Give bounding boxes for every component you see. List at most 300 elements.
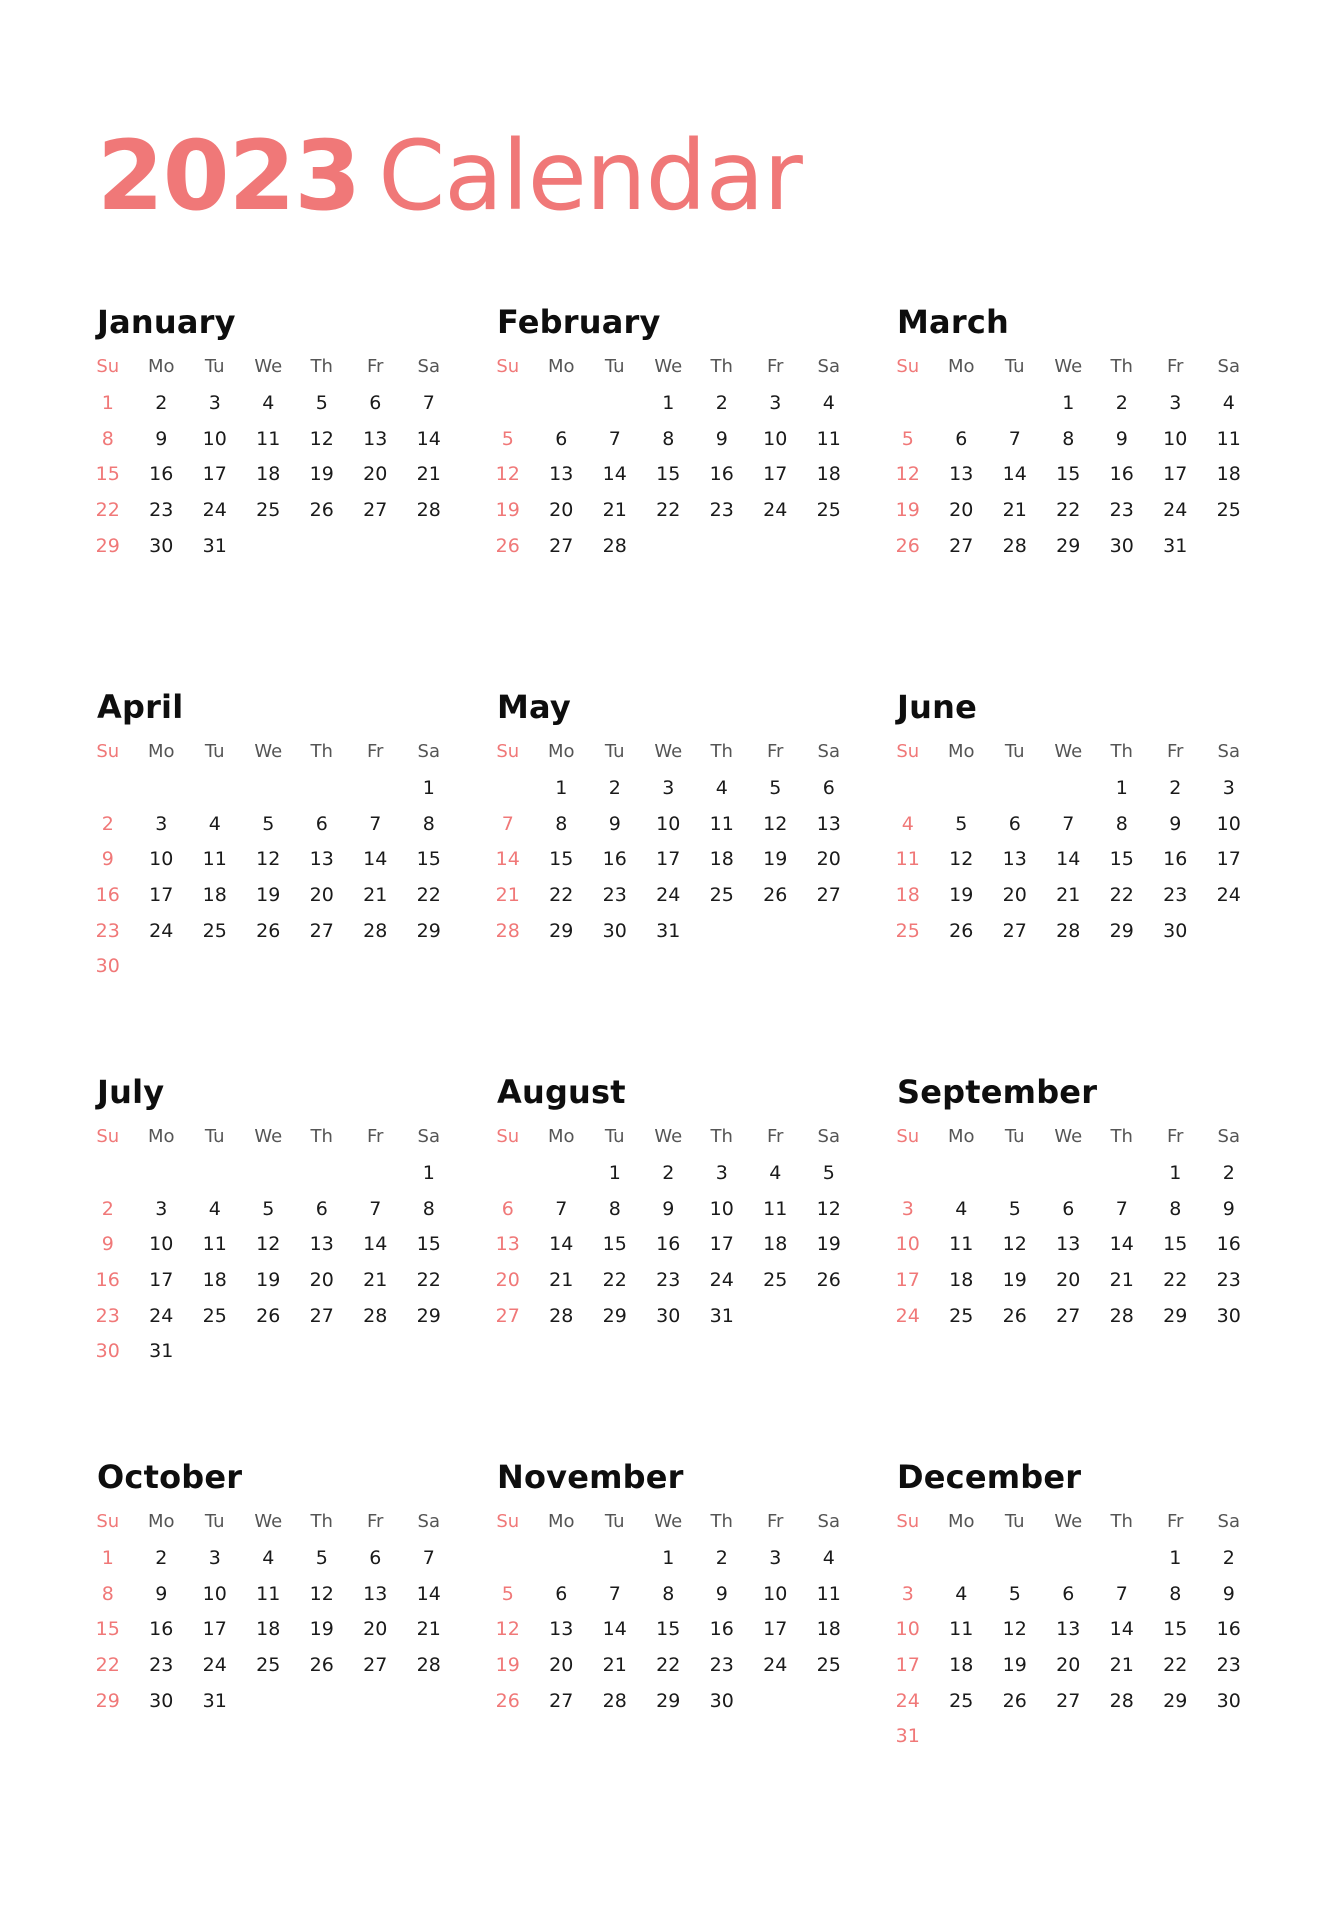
day-cell: 28 bbox=[363, 1304, 388, 1327]
day-cell: 2 bbox=[715, 392, 728, 414]
day-cell: 15 bbox=[1109, 848, 1134, 871]
weekday-label: Fr bbox=[1167, 356, 1184, 377]
month-name: January bbox=[97, 303, 236, 341]
day-cell: 12 bbox=[1002, 1618, 1027, 1641]
day-cell: 18 bbox=[256, 1618, 281, 1641]
weekday-label: Sa bbox=[817, 1511, 840, 1532]
day-cell: 13 bbox=[495, 1233, 520, 1256]
weekday-label: Sa bbox=[417, 356, 440, 377]
day-cell: 19 bbox=[309, 1618, 334, 1641]
day-cell: 5 bbox=[822, 1162, 835, 1184]
day-cell: 11 bbox=[763, 1197, 788, 1220]
day-cell: 4 bbox=[262, 392, 275, 414]
day-cell: 9 bbox=[662, 1197, 675, 1220]
day-cell: 26 bbox=[495, 1689, 520, 1712]
day-cell: 20 bbox=[949, 499, 974, 522]
day-cell: 11 bbox=[949, 1233, 974, 1256]
day-cell: 2 bbox=[101, 812, 114, 835]
day-cell: 1 bbox=[1115, 777, 1128, 799]
day-grid bbox=[881, 771, 1241, 949]
day-cell: 22 bbox=[1109, 884, 1134, 907]
day-cell: 27 bbox=[949, 534, 974, 557]
day-cell: 3 bbox=[1222, 777, 1235, 799]
month-name: July bbox=[97, 1073, 165, 1111]
day-cell: 20 bbox=[1002, 884, 1027, 907]
day-cell: 2 bbox=[662, 1162, 675, 1184]
day-cell: 19 bbox=[816, 1233, 841, 1256]
day-cell: 27 bbox=[1056, 1689, 1081, 1712]
day-cell: 30 bbox=[709, 1689, 734, 1712]
day-cell: 7 bbox=[1062, 812, 1075, 835]
day-cell: 12 bbox=[949, 848, 974, 871]
day-cell: 13 bbox=[309, 848, 334, 871]
day-cell: 24 bbox=[709, 1269, 734, 1292]
day-cell: 3 bbox=[769, 1547, 782, 1569]
day-cell: 6 bbox=[1062, 1582, 1075, 1605]
day-cell: 19 bbox=[1002, 1654, 1027, 1677]
day-cell: 31 bbox=[149, 1340, 174, 1363]
day-cell: 29 bbox=[1056, 534, 1081, 557]
day-cell: 30 bbox=[656, 1304, 681, 1327]
day-cell: 16 bbox=[1163, 848, 1188, 871]
weekday-label: Sa bbox=[1217, 1511, 1240, 1532]
day-cell: 13 bbox=[309, 1233, 334, 1256]
day-grid bbox=[481, 386, 841, 564]
weekday-label: Sa bbox=[417, 1126, 440, 1147]
day-cell: 27 bbox=[816, 884, 841, 907]
day-cell: 9 bbox=[101, 848, 114, 871]
day-cell: 11 bbox=[1216, 427, 1241, 450]
day-cell: 27 bbox=[363, 1654, 388, 1677]
day-grid bbox=[481, 1541, 841, 1719]
day-cell: 7 bbox=[422, 1547, 435, 1569]
weekday-label: Th bbox=[710, 1126, 733, 1147]
day-cell: 16 bbox=[149, 1618, 174, 1641]
weekday-header bbox=[881, 348, 1240, 386]
weekday-label: Fr bbox=[1167, 741, 1184, 762]
day-cell: 18 bbox=[816, 463, 841, 486]
day-cell: 17 bbox=[1216, 848, 1241, 871]
day-cell: 1 bbox=[1062, 392, 1075, 414]
weekday-label: Tu bbox=[604, 741, 625, 762]
day-cell: 3 bbox=[208, 1547, 221, 1569]
day-cell: 25 bbox=[1216, 499, 1241, 522]
day-cell: 18 bbox=[949, 1654, 974, 1677]
day-cell: 9 bbox=[101, 1233, 114, 1256]
day-cell: 18 bbox=[763, 1233, 788, 1256]
weekday-label: Tu bbox=[604, 1126, 625, 1147]
day-cell: 5 bbox=[262, 812, 275, 835]
weekday-label: Sa bbox=[417, 741, 440, 762]
title-word: Calendar bbox=[378, 120, 802, 232]
day-cell: 26 bbox=[1002, 1689, 1027, 1712]
day-grid bbox=[81, 386, 441, 564]
day-cell: 28 bbox=[1056, 919, 1081, 942]
day-cell: 28 bbox=[495, 919, 520, 942]
day-cell: 26 bbox=[949, 919, 974, 942]
day-cell: 5 bbox=[901, 427, 914, 450]
day-cell: 26 bbox=[495, 534, 520, 557]
day-cell: 29 bbox=[95, 534, 120, 557]
weekday-label: Th bbox=[710, 741, 733, 762]
day-cell: 3 bbox=[769, 392, 782, 414]
day-cell: 11 bbox=[202, 848, 227, 871]
day-cell: 31 bbox=[656, 919, 681, 942]
day-grid bbox=[81, 771, 441, 985]
day-cell: 8 bbox=[1169, 1582, 1182, 1605]
day-cell: 2 bbox=[155, 1547, 168, 1569]
day-cell: 24 bbox=[895, 1304, 920, 1327]
day-cell: 20 bbox=[309, 884, 334, 907]
day-cell: 5 bbox=[315, 392, 328, 414]
day-cell: 21 bbox=[416, 1618, 441, 1641]
day-cell: 8 bbox=[422, 812, 435, 835]
day-cell: 7 bbox=[608, 427, 621, 450]
day-cell: 21 bbox=[416, 463, 441, 486]
day-cell: 13 bbox=[549, 463, 574, 486]
weekday-label: We bbox=[1054, 1126, 1083, 1147]
day-cell: 23 bbox=[656, 1269, 681, 1292]
day-cell: 12 bbox=[816, 1197, 841, 1220]
day-cell: 5 bbox=[501, 1582, 514, 1605]
day-cell: 23 bbox=[1216, 1269, 1241, 1292]
day-cell: 14 bbox=[363, 1233, 388, 1256]
weekday-header bbox=[881, 1118, 1240, 1156]
day-cell: 10 bbox=[656, 812, 681, 835]
day-cell: 20 bbox=[363, 463, 388, 486]
day-cell: 29 bbox=[549, 919, 574, 942]
day-cell: 24 bbox=[1163, 499, 1188, 522]
day-cell: 12 bbox=[895, 463, 920, 486]
day-cell: 30 bbox=[1109, 534, 1134, 557]
day-cell: 10 bbox=[202, 1582, 227, 1605]
weekday-label: We bbox=[1054, 356, 1083, 377]
day-cell: 23 bbox=[95, 919, 120, 942]
months-grid bbox=[97, 300, 1247, 1840]
day-cell: 8 bbox=[1169, 1197, 1182, 1220]
day-cell: 27 bbox=[495, 1304, 520, 1327]
weekday-label: Th bbox=[310, 1511, 333, 1532]
weekday-header bbox=[81, 348, 440, 386]
day-cell: 10 bbox=[895, 1233, 920, 1256]
day-cell: 21 bbox=[363, 884, 388, 907]
day-cell: 31 bbox=[202, 1689, 227, 1712]
weekday-label: Tu bbox=[1004, 741, 1025, 762]
weekday-label: Su bbox=[896, 356, 920, 377]
day-cell: 19 bbox=[949, 884, 974, 907]
day-cell: 30 bbox=[149, 534, 174, 557]
weekday-label: Th bbox=[1110, 356, 1133, 377]
day-cell: 9 bbox=[715, 1582, 728, 1605]
day-cell: 23 bbox=[149, 499, 174, 522]
day-cell: 31 bbox=[709, 1304, 734, 1327]
day-cell: 6 bbox=[1062, 1197, 1075, 1220]
day-cell: 6 bbox=[555, 1582, 568, 1605]
day-grid bbox=[81, 1541, 441, 1719]
weekday-label: Fr bbox=[367, 741, 384, 762]
day-cell: 8 bbox=[101, 427, 114, 450]
day-cell: 31 bbox=[1163, 534, 1188, 557]
weekday-label: Th bbox=[310, 356, 333, 377]
day-cell: 26 bbox=[763, 884, 788, 907]
day-grid bbox=[481, 1156, 841, 1334]
day-cell: 24 bbox=[149, 919, 174, 942]
month-january bbox=[95, 300, 441, 685]
month-october bbox=[95, 1455, 441, 1840]
day-grid bbox=[881, 1541, 1241, 1755]
day-cell: 1 bbox=[662, 1547, 675, 1569]
weekday-label: Fr bbox=[367, 1511, 384, 1532]
day-cell: 21 bbox=[363, 1269, 388, 1292]
day-cell: 7 bbox=[422, 392, 435, 414]
day-cell: 13 bbox=[949, 463, 974, 486]
weekday-label: Tu bbox=[204, 741, 225, 762]
day-cell: 19 bbox=[1002, 1269, 1027, 1292]
day-cell: 22 bbox=[95, 1654, 120, 1677]
day-cell: 13 bbox=[1056, 1233, 1081, 1256]
day-cell: 21 bbox=[1056, 884, 1081, 907]
day-cell: 10 bbox=[1163, 427, 1188, 450]
weekday-header bbox=[881, 733, 1240, 771]
day-cell: 1 bbox=[101, 1547, 114, 1569]
weekday-label: We bbox=[254, 1511, 283, 1532]
day-cell: 13 bbox=[1002, 848, 1027, 871]
day-cell: 8 bbox=[555, 812, 568, 835]
weekday-label: We bbox=[254, 356, 283, 377]
day-cell: 31 bbox=[202, 534, 227, 557]
day-cell: 6 bbox=[369, 1547, 382, 1569]
day-cell: 14 bbox=[495, 848, 520, 871]
day-cell: 8 bbox=[1062, 427, 1075, 450]
day-cell: 10 bbox=[202, 427, 227, 450]
month-september bbox=[895, 1070, 1241, 1455]
weekday-label: Su bbox=[96, 356, 120, 377]
day-cell: 24 bbox=[656, 884, 681, 907]
day-cell: 14 bbox=[363, 848, 388, 871]
day-cell: 18 bbox=[895, 884, 920, 907]
weekday-label: Th bbox=[710, 356, 733, 377]
day-cell: 28 bbox=[1109, 1304, 1134, 1327]
weekday-label: Sa bbox=[1217, 356, 1240, 377]
day-cell: 18 bbox=[816, 1618, 841, 1641]
day-cell: 23 bbox=[709, 1654, 734, 1677]
day-cell: 19 bbox=[495, 1654, 520, 1677]
day-cell: 24 bbox=[1216, 884, 1241, 907]
day-cell: 9 bbox=[155, 1582, 168, 1605]
day-cell: 16 bbox=[1216, 1233, 1241, 1256]
day-cell: 16 bbox=[95, 1269, 120, 1292]
day-cell: 13 bbox=[363, 1582, 388, 1605]
month-name: June bbox=[897, 688, 977, 726]
day-cell: 7 bbox=[608, 1582, 621, 1605]
day-grid bbox=[881, 386, 1241, 564]
day-cell: 28 bbox=[602, 1689, 627, 1712]
day-cell: 31 bbox=[895, 1725, 920, 1748]
day-cell: 25 bbox=[763, 1269, 788, 1292]
month-february bbox=[495, 300, 841, 685]
day-cell: 5 bbox=[315, 1547, 328, 1569]
day-cell: 15 bbox=[1163, 1618, 1188, 1641]
day-cell: 18 bbox=[202, 884, 227, 907]
day-cell: 30 bbox=[1216, 1304, 1241, 1327]
day-cell: 20 bbox=[309, 1269, 334, 1292]
weekday-header bbox=[81, 1118, 440, 1156]
day-cell: 19 bbox=[309, 463, 334, 486]
day-cell: 16 bbox=[709, 463, 734, 486]
day-cell: 17 bbox=[895, 1269, 920, 1292]
day-cell: 19 bbox=[495, 499, 520, 522]
weekday-label: We bbox=[654, 356, 683, 377]
month-name: March bbox=[897, 303, 1009, 341]
weekday-label: Mo bbox=[147, 1511, 175, 1532]
day-grid bbox=[81, 1156, 441, 1370]
day-cell: 27 bbox=[309, 1304, 334, 1327]
weekday-label: Mo bbox=[547, 1511, 575, 1532]
day-cell: 20 bbox=[363, 1618, 388, 1641]
day-cell: 8 bbox=[101, 1582, 114, 1605]
day-cell: 9 bbox=[155, 427, 168, 450]
weekday-label: Fr bbox=[767, 1511, 784, 1532]
weekday-label: Tu bbox=[1004, 1126, 1025, 1147]
day-cell: 11 bbox=[949, 1618, 974, 1641]
weekday-header bbox=[81, 733, 440, 771]
weekday-label: Fr bbox=[767, 356, 784, 377]
day-cell: 9 bbox=[715, 427, 728, 450]
day-cell: 21 bbox=[1002, 499, 1027, 522]
day-cell: 17 bbox=[709, 1233, 734, 1256]
day-cell: 28 bbox=[1002, 534, 1027, 557]
weekday-label: Th bbox=[710, 1511, 733, 1532]
day-cell: 14 bbox=[602, 1618, 627, 1641]
day-cell: 3 bbox=[662, 777, 675, 799]
weekday-label: Su bbox=[96, 1126, 120, 1147]
day-cell: 27 bbox=[1056, 1304, 1081, 1327]
day-cell: 12 bbox=[309, 427, 334, 450]
day-cell: 30 bbox=[602, 919, 627, 942]
day-cell: 29 bbox=[656, 1689, 681, 1712]
day-cell: 28 bbox=[416, 499, 441, 522]
day-cell: 22 bbox=[1056, 499, 1081, 522]
day-cell: 20 bbox=[1056, 1269, 1081, 1292]
day-cell: 28 bbox=[416, 1654, 441, 1677]
day-cell: 25 bbox=[816, 499, 841, 522]
day-cell: 23 bbox=[1163, 884, 1188, 907]
month-august bbox=[495, 1070, 841, 1455]
day-cell: 1 bbox=[422, 777, 435, 799]
weekday-label: We bbox=[1054, 741, 1083, 762]
weekday-label: Fr bbox=[1167, 1511, 1184, 1532]
day-cell: 21 bbox=[602, 1654, 627, 1677]
month-march bbox=[895, 300, 1241, 685]
title-year: 2023 bbox=[97, 120, 361, 232]
day-cell: 24 bbox=[202, 1654, 227, 1677]
day-cell: 14 bbox=[416, 1582, 441, 1605]
day-cell: 3 bbox=[155, 812, 168, 835]
day-cell: 8 bbox=[662, 1582, 675, 1605]
weekday-label: We bbox=[254, 741, 283, 762]
day-cell: 17 bbox=[763, 463, 788, 486]
day-cell: 2 bbox=[101, 1197, 114, 1220]
weekday-label: Fr bbox=[767, 1126, 784, 1147]
day-cell: 20 bbox=[549, 1654, 574, 1677]
day-cell: 9 bbox=[1222, 1582, 1235, 1605]
day-cell: 11 bbox=[256, 1582, 281, 1605]
day-cell: 4 bbox=[715, 777, 728, 799]
day-cell: 1 bbox=[555, 777, 568, 799]
day-cell: 24 bbox=[763, 499, 788, 522]
day-cell: 11 bbox=[895, 848, 920, 871]
day-cell: 29 bbox=[416, 919, 441, 942]
day-cell: 21 bbox=[495, 884, 520, 907]
weekday-label: Sa bbox=[1217, 741, 1240, 762]
day-cell: 30 bbox=[149, 1689, 174, 1712]
day-cell: 5 bbox=[501, 427, 514, 450]
day-cell: 6 bbox=[369, 392, 382, 414]
day-cell: 23 bbox=[149, 1654, 174, 1677]
day-cell: 22 bbox=[95, 499, 120, 522]
day-cell: 17 bbox=[149, 884, 174, 907]
weekday-label: Fr bbox=[367, 356, 384, 377]
day-cell: 22 bbox=[1163, 1654, 1188, 1677]
weekday-label: Tu bbox=[604, 356, 625, 377]
day-cell: 25 bbox=[256, 1654, 281, 1677]
day-cell: 9 bbox=[608, 812, 621, 835]
day-cell: 2 bbox=[1115, 392, 1128, 414]
day-cell: 16 bbox=[1109, 463, 1134, 486]
day-cell: 16 bbox=[1216, 1618, 1241, 1641]
weekday-label: Mo bbox=[547, 741, 575, 762]
month-name: April bbox=[97, 688, 184, 726]
day-cell: 27 bbox=[309, 919, 334, 942]
weekday-label: Tu bbox=[604, 1511, 625, 1532]
day-cell: 16 bbox=[602, 848, 627, 871]
day-cell: 6 bbox=[501, 1197, 514, 1220]
day-cell: 15 bbox=[602, 1233, 627, 1256]
day-cell: 29 bbox=[416, 1304, 441, 1327]
month-november bbox=[495, 1455, 841, 1840]
weekday-label: Mo bbox=[147, 356, 175, 377]
month-name: October bbox=[97, 1458, 243, 1496]
day-cell: 23 bbox=[95, 1304, 120, 1327]
day-cell: 18 bbox=[949, 1269, 974, 1292]
weekday-label: Sa bbox=[817, 356, 840, 377]
day-cell: 29 bbox=[602, 1304, 627, 1327]
weekday-label: Tu bbox=[204, 356, 225, 377]
day-cell: 15 bbox=[95, 463, 120, 486]
day-cell: 30 bbox=[1163, 919, 1188, 942]
month-name: December bbox=[897, 1458, 1082, 1496]
day-cell: 1 bbox=[422, 1162, 435, 1184]
weekday-header bbox=[481, 348, 840, 386]
day-cell: 8 bbox=[662, 427, 675, 450]
day-cell: 22 bbox=[656, 1654, 681, 1677]
weekday-label: We bbox=[654, 1126, 683, 1147]
day-cell: 17 bbox=[202, 1618, 227, 1641]
day-cell: 22 bbox=[416, 884, 441, 907]
day-cell: 25 bbox=[256, 499, 281, 522]
day-cell: 21 bbox=[549, 1269, 574, 1292]
day-cell: 22 bbox=[549, 884, 574, 907]
day-cell: 14 bbox=[1109, 1618, 1134, 1641]
day-cell: 23 bbox=[709, 499, 734, 522]
day-cell: 14 bbox=[416, 427, 441, 450]
day-cell: 14 bbox=[549, 1233, 574, 1256]
day-cell: 5 bbox=[1008, 1582, 1021, 1605]
day-cell: 8 bbox=[1115, 812, 1128, 835]
day-cell: 15 bbox=[95, 1618, 120, 1641]
day-cell: 1 bbox=[1169, 1547, 1182, 1569]
weekday-label: Fr bbox=[367, 1126, 384, 1147]
